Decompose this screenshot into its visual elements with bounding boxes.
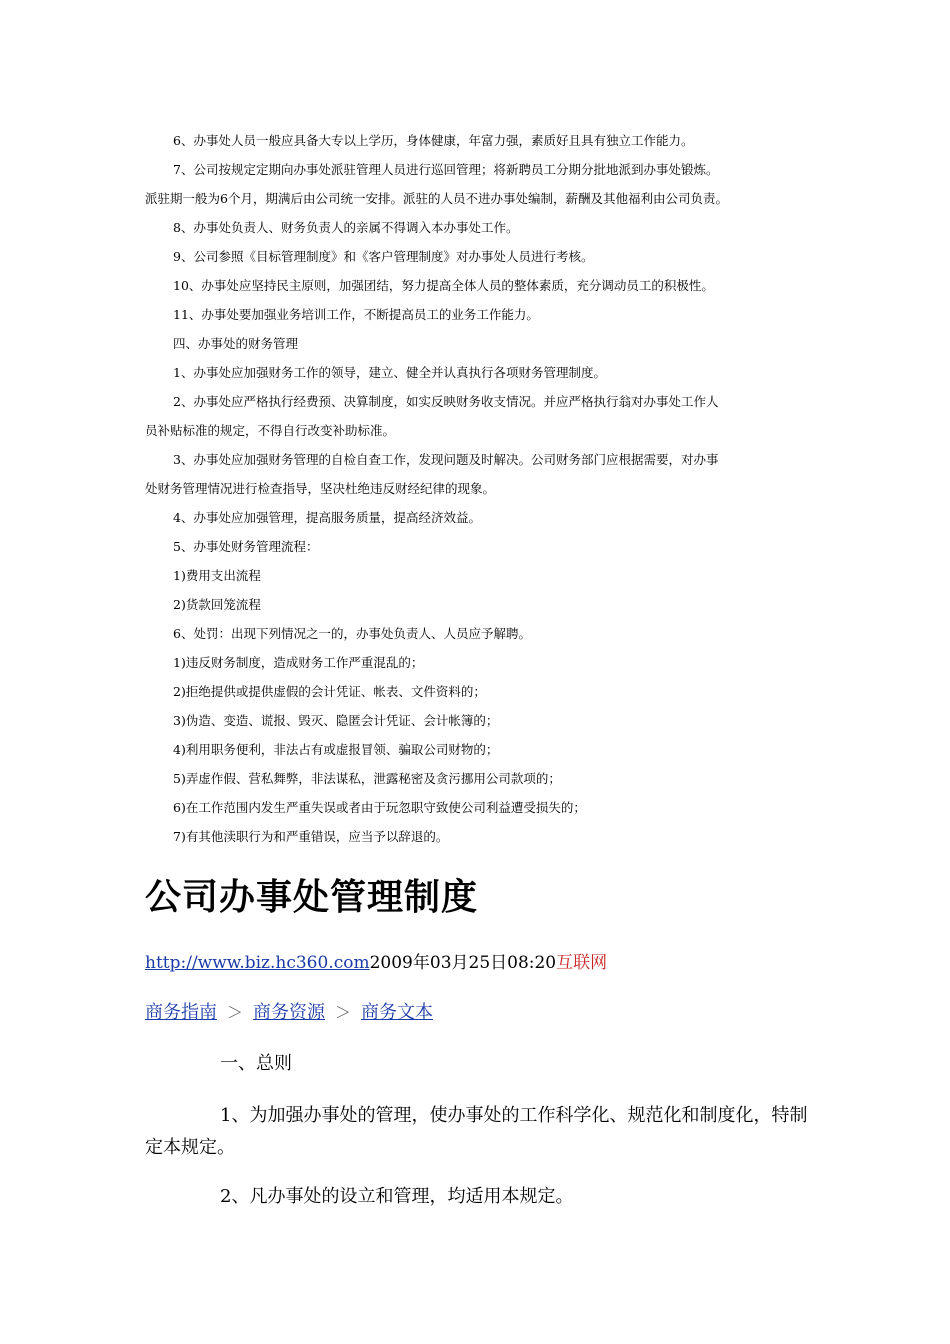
list-item: 3)伪造、变造、谎报、毁灭、隐匿会计凭证、会计帐簿的； [173, 713, 499, 728]
breadcrumb-link-texts[interactable]: 商务文本 [361, 1002, 434, 1023]
text-line: 6、办事处人员一般应具备大专以上学历，身体健康，年富力强，素质好且具有独立工作能力。 [173, 133, 694, 148]
breadcrumb-separator: ＞ [227, 1003, 244, 1022]
breadcrumb-separator: ＞ [335, 1003, 352, 1022]
breadcrumb-link-guide[interactable]: 商务指南 [145, 1002, 217, 1023]
list-item: 1)违反财务制度，造成财务工作严重混乱的； [173, 655, 424, 670]
list-item: 2)拒绝提供或提供虚假的会计凭证、帐表、文件资料的； [173, 684, 486, 699]
text-line: 8、办事处负责人、财务负责人的亲属不得调入本办事处工作。 [173, 220, 519, 235]
text-line: 11、办事处要加强业务培训工作，不断提高员工的业务工作能力。 [173, 307, 539, 322]
breadcrumb-link-resources[interactable]: 商务资源 [253, 1002, 326, 1023]
list-item: 7)有其他渎职行为和严重错误，应当予以辞退的。 [173, 829, 449, 844]
text-line: 9、公司参照《目标管理制度》和《客户管理制度》对办事处人员进行考核。 [173, 249, 594, 264]
section-heading-text: 一、总则 [220, 1053, 292, 1074]
list-item: 6)在工作范围内发生严重失误或者由于玩忽职守致使公司利益遭受损失的； [173, 800, 586, 815]
text-line: 2、办事处应严格执行经费预、决算制度，如实反映财务收支情况。并应严格执行翁对办事处工作人 [173, 394, 719, 409]
paragraph-1 [145, 1100, 810, 1164]
text-line: 1、办事处应加强财务工作的领导，建立、健全并认真执行各项财务管理制度。 [173, 365, 606, 380]
section-heading: 四、办事处的财务管理 [173, 336, 299, 351]
publish-datetime: 2009年03月25日08:20 [369, 953, 557, 973]
text-line: 处财务管理情况进行检查指导，坚决杜绝违反财经纪律的现象。 [145, 481, 496, 496]
article-meta [145, 948, 607, 978]
text-line: 7、公司按规定定期向办事处派驻管理人员进行巡回管理；将新聘员工分期分批地派到办事处锻炼。 [173, 162, 719, 177]
text-line: 5、办事处财务管理流程： [173, 539, 319, 554]
list-item: 4)利用职务便利，非法占有或虚报冒领、骗取公司财物的； [173, 742, 499, 757]
article-title: 公司办事处管理制度 [145, 877, 479, 918]
source-label: 互联网 [556, 953, 608, 973]
upper-text-block [145, 126, 825, 851]
paragraph-text: 2、凡办事处的设立和管理，均适用本规定。 [220, 1186, 574, 1207]
text-line: 员补贴标准的规定，不得自行改变补助标准。 [145, 423, 396, 438]
text-line: 3、办事处应加强财务管理的自检自查工作，发现问题及时解决。公司财务部门应根据需要，对办事 [173, 452, 719, 467]
paragraph-2 [145, 1181, 810, 1213]
source-link[interactable]: http://www.biz.hc360.com [145, 953, 370, 973]
text-line: 6、处罚：出现下列情况之一的，办事处负责人、人员应予解聘。 [173, 626, 531, 641]
breadcrumb [145, 998, 433, 1028]
text-line: 派驻期一般为6个月，期满后由公司统一安排。派驻的人员不进办事处编制，薪酬及其他福利由公司负责。 [145, 191, 728, 206]
list-item: 1)费用支出流程 [173, 568, 261, 583]
section-heading [145, 1048, 810, 1080]
list-item: 2)货款回笼流程 [173, 597, 261, 612]
paragraph-text: 1、为加强办事处的管理，使办事处的工作科学化、规范化和制度化，特制定本规定。 [145, 1105, 808, 1158]
text-line: 4、办事处应加强管理，提高服务质量，提高经济效益。 [173, 510, 481, 525]
text-line: 10、办事处应坚持民主原则，加强团结，努力提高全体人员的整体素质，充分调动员工的积极性。 [173, 278, 714, 293]
list-item: 5)弄虚作假、营私舞弊，非法谋私，泄露秘密及贪污挪用公司款项的； [173, 771, 561, 786]
